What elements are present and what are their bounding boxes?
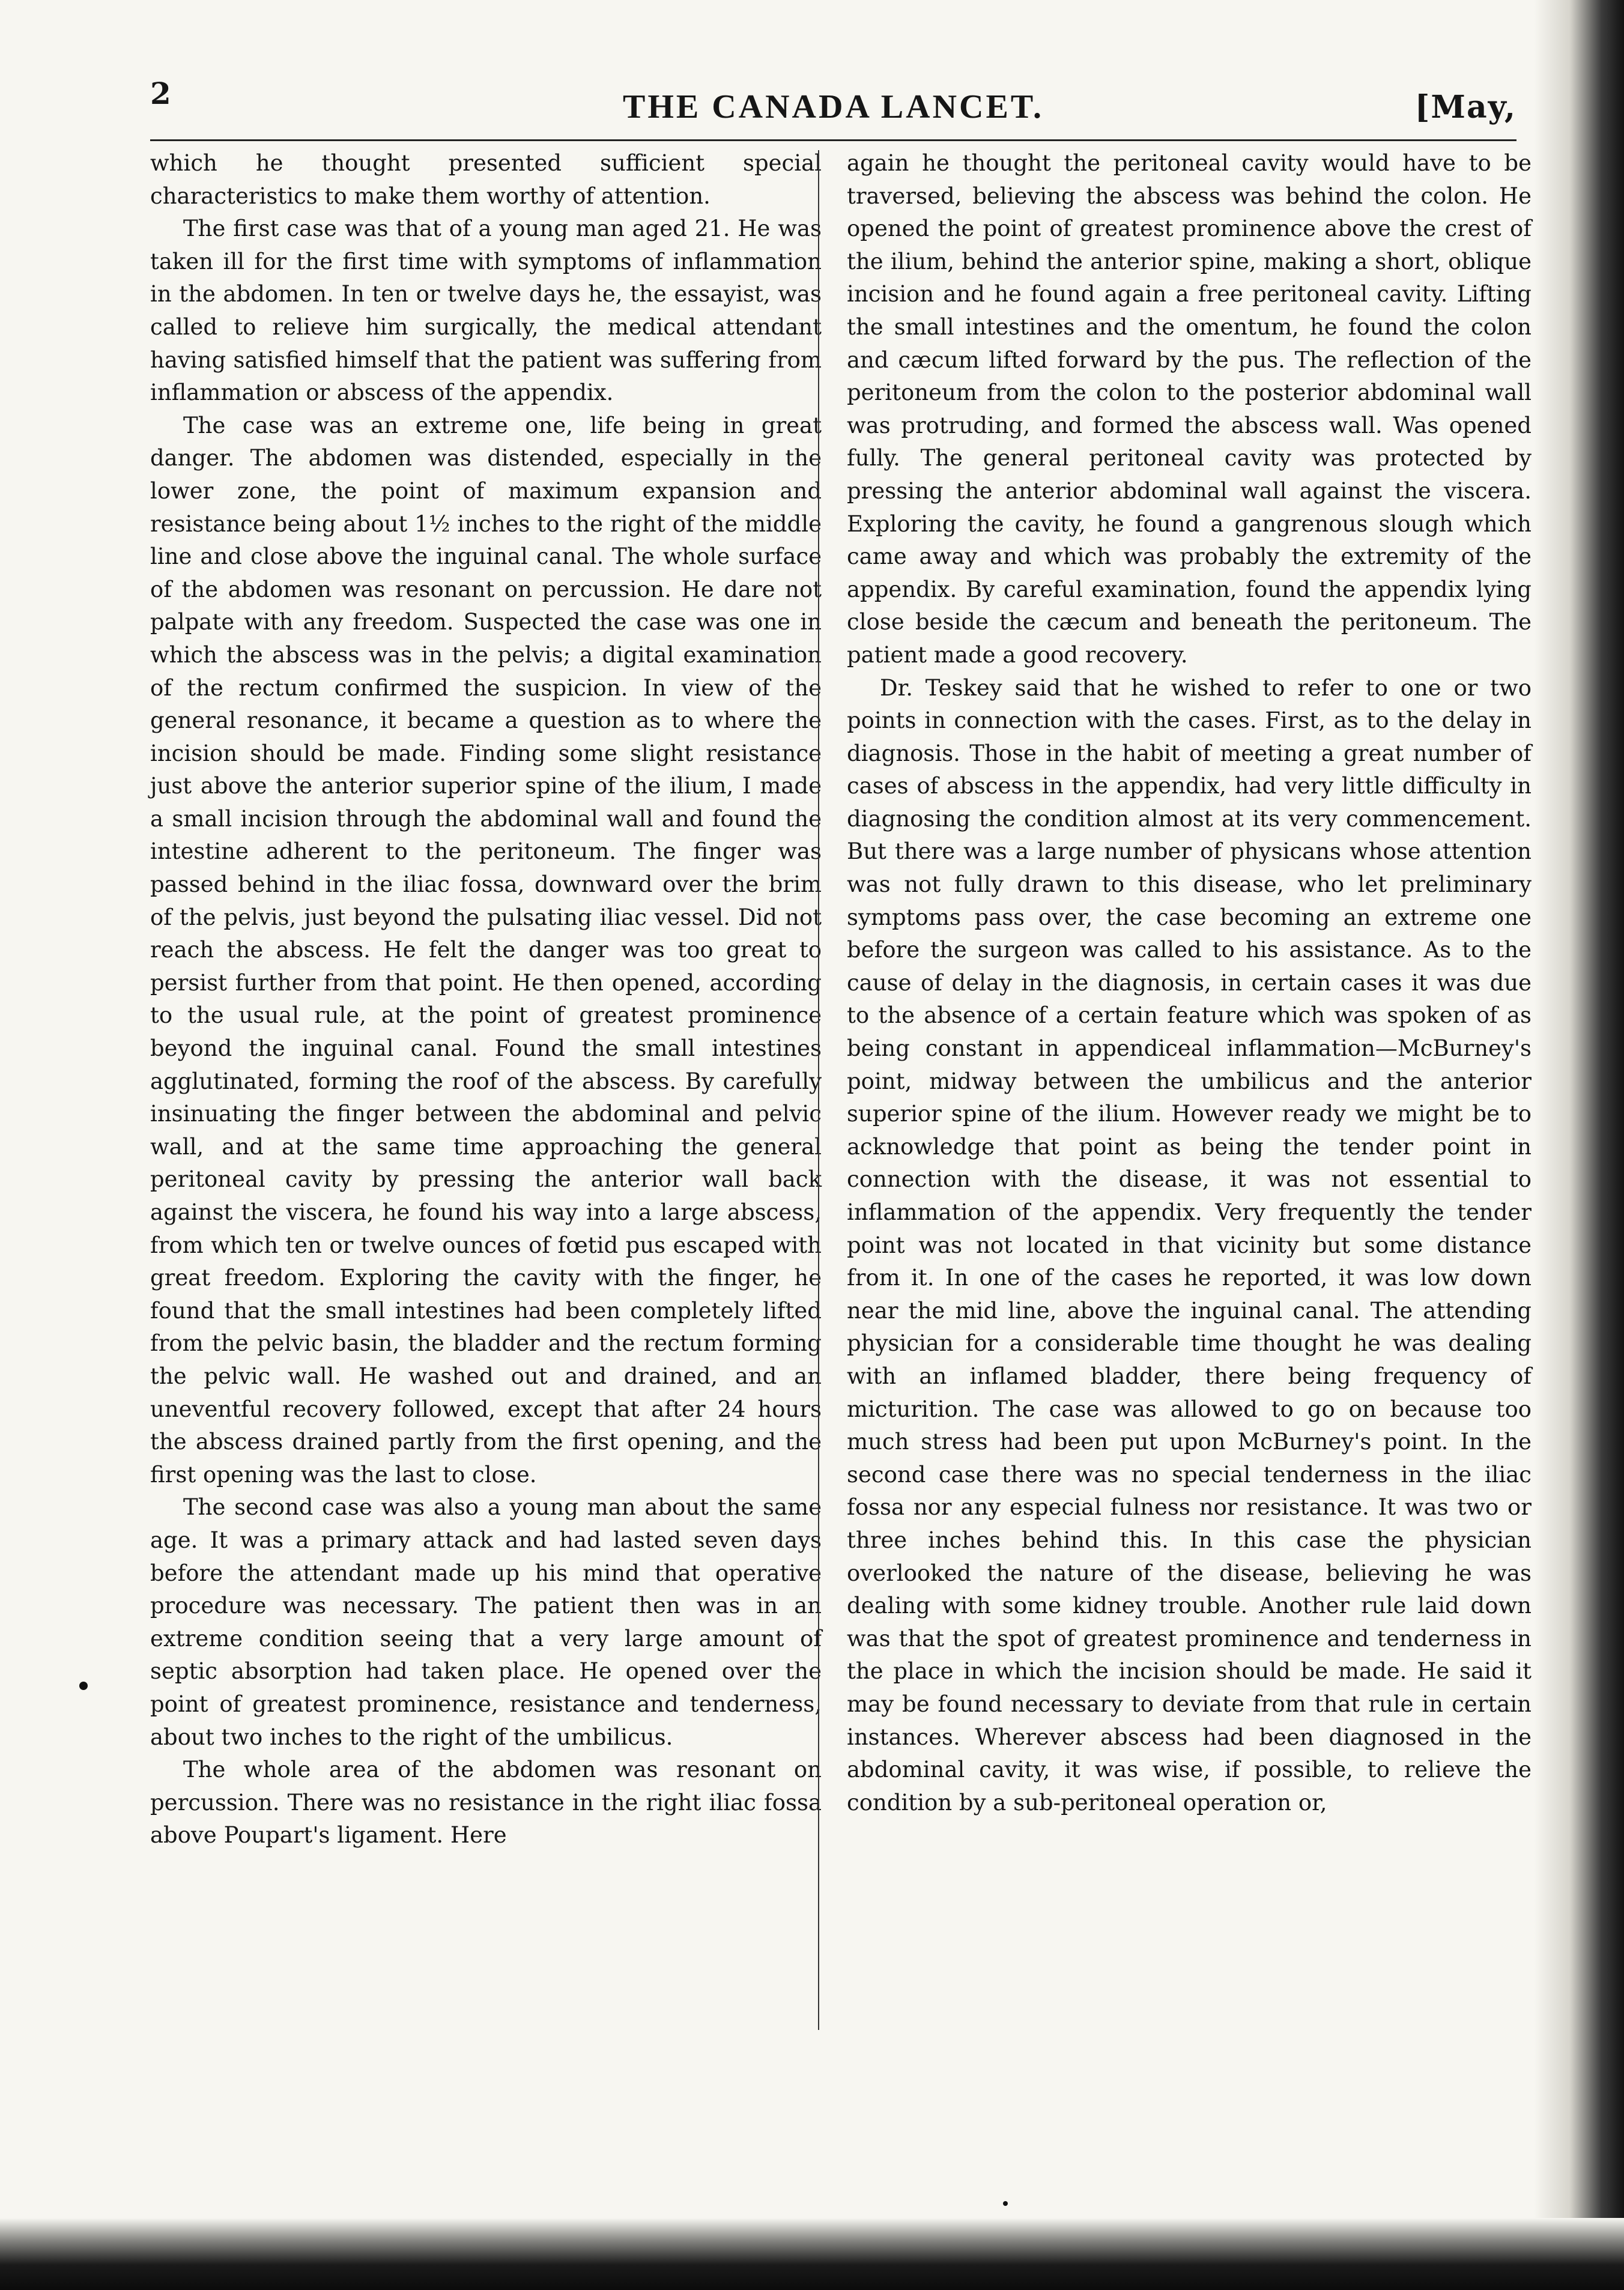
running-header	[150, 71, 1516, 137]
paragraph: The first case was that of a young man aged 21. He was taken ill for the first time with symptoms of inflammation in the abdomen. In ten or twelve days he, the essayist, was called to relieve him surgically, the medical attendant having satisfied himself that the patient was suffering from inflammation or abscess of the appendix.	[150, 216, 822, 406]
paragraph: The second case was also a young man about the same age. It was a primary attack and had lasted seven days before the attendant made up his mind that operative procedure was necessary. The patient then was in an extreme condition seeing that a very large amount of septic absorption had taken place. He opened over the point of greatest prominence, resistance and tenderness, about two inches to the right of the umbilicus.	[150, 1494, 822, 1750]
paragraph: The case was an extreme one, life being in great danger. The abdomen was distended, especially in the lower zone, the point of maximum expansion and resistance being about 1½ inches to the right of the middle line and close above the inguinal canal. The whole surface of the abdomen was resonant on percussion. He dare not palpate with any freedom. Suspected the case was one in which the abscess was in the pelvis; a digital examination of the rectum confirmed the suspicion. In view of the general resonance, it became a question as to where the incision should be made. Finding some slight resistance just above the anterior superior spine of the ilium, I made a small incision through the abdominal wall and found the intestine adherent to the peritoneum. The finger was passed behind in the iliac fossa, downward over the brim of the pelvis, just beyond the pulsating iliac vessel. Did not reach the abscess. He felt the danger was too great to persist further from that point. He then opened, according to the usual rule, at the point of greatest prominence beyond the inguinal canal. Found the small intestines agglutinated, forming the roof of the abscess. By carefully insinuating the finger between the abdominal and pelvic wall, and at the same time approaching the general peritoneal cavity by pressing the anterior wall back against the viscera, he found his way into a large abscess, from which ten or twelve ounces of fœtid pus escaped with great freedom. Exploring the cavity with the finger, he found that the small intestines had been completely lifted from the pelvic basin, the bladder and the rectum forming the pelvic wall. He washed out and drained, and an uneventful recovery followed, except that after 24 hours the abscess drained partly from the first opening, and the first opening was the last to close.	[150, 412, 822, 1488]
header-rule	[150, 139, 1516, 141]
paragraph: The whole area of the abdomen was resonant on percussion. There was no resistance in the right iliac fossa above Poupart's ligament. Here	[150, 1757, 822, 1849]
ink-speck	[1003, 2201, 1008, 2206]
page-binding-shadow	[1534, 0, 1624, 2290]
ink-speck	[79, 1682, 88, 1690]
paragraph: which he thought presented sufficient special characteristics to make them worthy of attention.	[150, 150, 822, 209]
page-number: 2	[150, 76, 171, 111]
issue-month: [May,	[1414, 89, 1516, 126]
left-column	[150, 147, 822, 1852]
page-bottom-shadow	[0, 2218, 1624, 2290]
right-column	[847, 147, 1532, 1819]
paragraph: again he thought the peritoneal cavity would have to be traversed, believing the abscess was behind the colon. He opened the point of greatest prominence above the crest of the ilium, behind the anterior spine, making a short, oblique incision and he found again a free peritoneal cavity. Lifting the small intestines and the omentum, he found the colon and cæcum lifted forward by the pus. The reflection of the peritoneum from the colon to the posterior abdominal wall was protruding, and formed the abscess wall. Was opened fully. The general peritoneal cavity was protected by pressing the anterior abdominal wall against the viscera. Exploring the cavity, he found a gangrenous slough which came away and which was probably the extremity of the appendix. By careful examination, found the appendix lying close beside the cæcum and beneath the peritoneum. The patient made a good recovery.	[847, 150, 1532, 668]
paragraph: Dr. Teskey said that he wished to refer to one or two points in connection with the cases. First, as to the delay in diagnosis. Those in the habit of meeting a great number of cases of abscess in the appendix, had very little difficulty in diagnosing the condition almost at its very commencement. But there was a large number of physicans whose attention was not fully drawn to this disease, who let preliminary symptoms pass over, the case becoming an extreme one before the surgeon was called to his assistance. As to the cause of delay in the diagnosis, in certain cases it was due to the absence of a certain feature which was spoken of as being constant in appendiceal inflammation—McBurney's point, midway between the umbilicus and the anterior superior spine of the ilium. However ready we might be to acknowledge that point as being the tender point in connection with the disease, it was not essential to inflammation of the appendix. Very frequently the tender point was not located in that vicinity but some distance from it. In one of the cases he reported, it was low down near the mid line, above the inguinal canal. The attending physician for a considerable time thought he was dealing with an inflamed bladder, there being frequency of micturition. The case was allowed to go on because too much stress had been put upon McBurney's point. In the second case there was no special tenderness in the iliac fossa nor any especial fulness nor resistance. It was two or three inches behind this. In this case the physician overlooked the nature of the disease, believing he was dealing with some kidney trouble. Another rule laid down was that the spot of greatest prominence and tenderness in the place in which the incision should be made. He said it may be found necessary to deviate from that rule in certain instances. Wherever abscess had been diagnosed in the abdominal cavity, it was wise, if possible, to relieve the condition by a sub-peritoneal operation or,	[847, 674, 1532, 1816]
journal-title: THE CANADA LANCET.	[622, 88, 1044, 126]
column-divider	[818, 150, 819, 2030]
